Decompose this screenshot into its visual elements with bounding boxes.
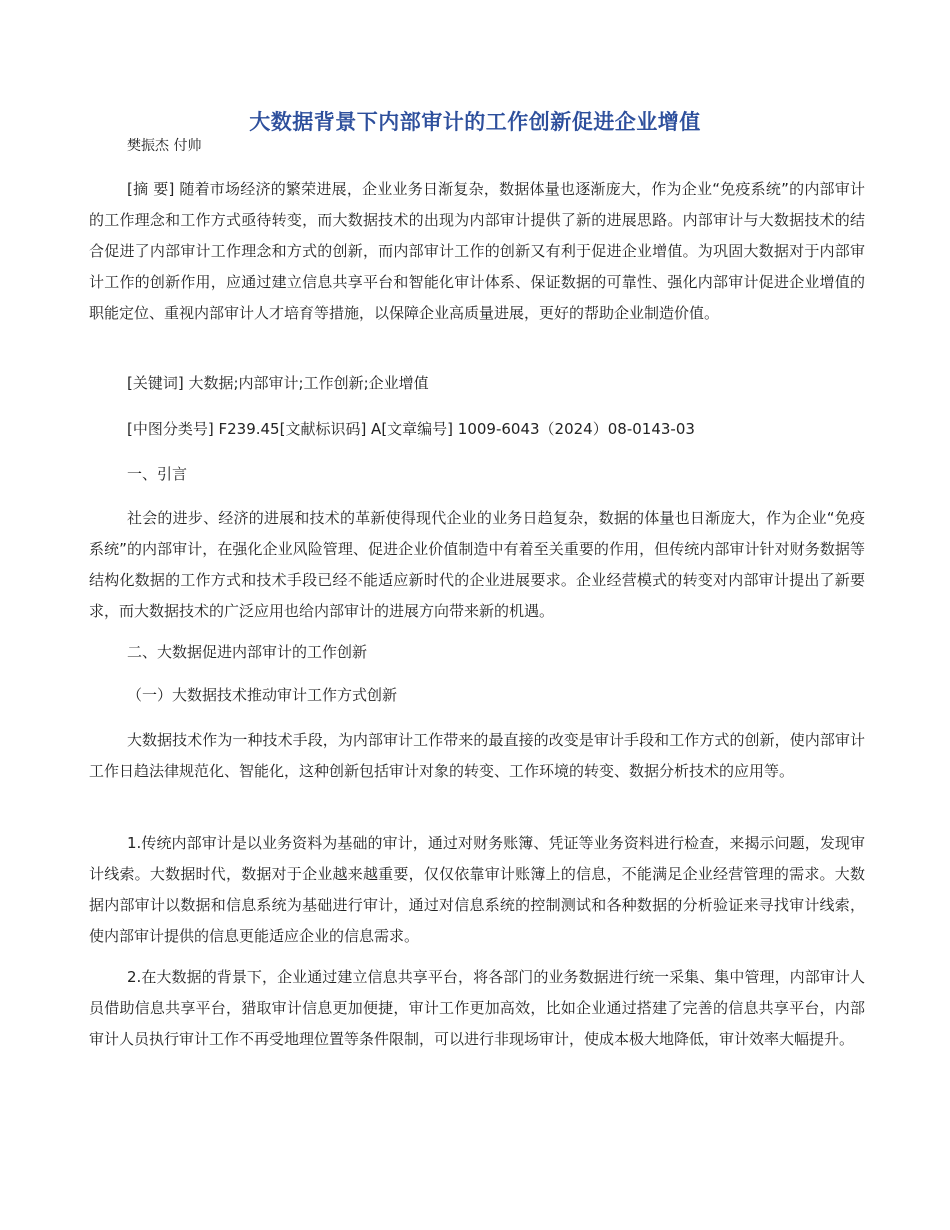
subsection-heading-methods: （一）大数据技术推动审计工作方式创新 bbox=[127, 686, 398, 704]
section-heading-introduction: 一、引言 bbox=[127, 465, 188, 483]
classification-line: [中图分类号] F239.45[文献标识码] A[文章编号] 1009-6043（2024）08-0143-03 bbox=[127, 420, 695, 438]
body-paragraph-2: 1.传统内部审计是以业务资料为基础的审计，通过对财务账簿、凭证等业务资料进行检查，来揭示问题，发现审计线索。大数据时代，数据对于企业越来越重要，仅仅依靠审计账簿上的信息，不能满足企业经营管理的需求。大数据内部审计以数据和信息系统为基础进行审计，通过对信息系统的控制测试和各种数据的分析验证来寻找审计线索，使内部审计提供的信息更能适应企业的信息需求。 bbox=[89, 834, 865, 945]
body-paragraph-1: 大数据技术作为一种技术手段，为内部审计工作带来的最直接的改变是审计手段和工作方式的创新，使内部审计工作日趋法律规范化、智能化，这种创新包括审计对象的转变、工作环境的转变、数据分析技术的应用等。 bbox=[89, 731, 865, 780]
authors: 樊振杰 付帅 bbox=[127, 138, 202, 154]
introduction-paragraph: 社会的进步、经济的进展和技术的革新使得现代企业的业务日趋复杂，数据的体量也日渐庞大，作为企业“免疫系统”的内部审计，在强化企业风险管理、促进企业价值制造中有着至关重要的作用，但传统内部审计针对财务数据等结构化数据的工作方式和技术手段已经不能适应新时代的企业进展要求。企业经营模式的转变对内部审计提出了新要求，而大数据技术的广泛应用也给内部审计的进展方向带来新的机遇。 bbox=[89, 509, 865, 620]
keywords-line: [关键词] 大数据;内部审计;工作创新;企业增值 bbox=[127, 374, 429, 392]
abstract-paragraph: [摘 要] 随着市场经济的繁荣进展，企业业务日渐复杂，数据体量也逐渐庞大，作为企业“免疫系统”的内部审计的工作理念和工作方式亟待转变，而大数据技术的出现为内部审计提供了新的进展思路。内部审计与大数据技术的结合促进了内部审计工作理念和方式的创新，而内部审计工作的创新又有利于促进企业增值。为巩固大数据对于内部审计工作的创新作用，应通过建立信息共享平台和智能化审计体系、保证数据的可靠性、强化内部审计促进企业增值的职能定位、重视内部审计人才培育等措施，以保障企业高质量进展，更好的帮助企业制造价值。 bbox=[89, 180, 865, 322]
paper-title: 大数据背景下内部审计的工作创新促进企业增值 bbox=[249, 110, 701, 134]
body-paragraph-3: 2.在大数据的背景下，企业通过建立信息共享平台，将各部门的业务数据进行统一采集、集中管理，内部审计人员借助信息共享平台，猎取审计信息更加便捷，审计工作更加高效，比如企业通过搭建了完善的信息共享平台，内部审计人员执行审计工作不再受地理位置等条件限制，可以进行非现场审计，使成本极大地降低，审计效率大幅提升。 bbox=[89, 968, 865, 1048]
section-heading-innovation: 二、大数据促进内部审计的工作创新 bbox=[127, 643, 368, 661]
